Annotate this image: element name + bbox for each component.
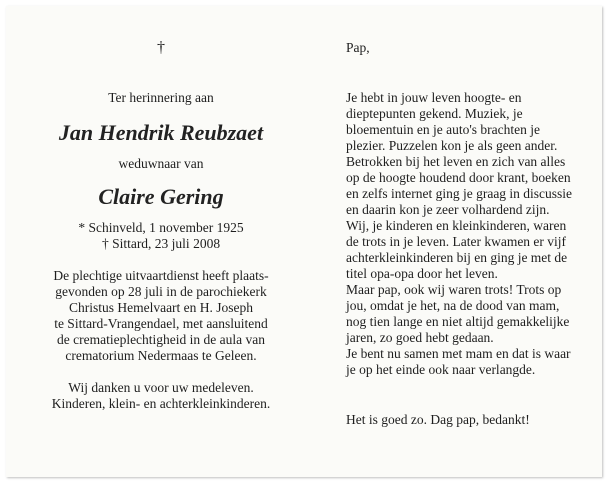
service-line: gevonden op 28 juli in de parochiekerk xyxy=(55,284,267,299)
spouse-name: Claire Gering xyxy=(98,184,224,209)
service-line: De plechtige uitvaartdienst heeft plaats- xyxy=(53,268,269,283)
letter-line: Betrokken bij het leven en zich van alles xyxy=(346,154,566,169)
letter-line: en zelfs internet ging je graag in discussie xyxy=(346,186,573,201)
letter-line: je op het einde ook naar verlangde. xyxy=(346,362,536,377)
thanks-line: Kinderen, klein- en achterkleinkinderen. xyxy=(51,396,271,411)
letter-body xyxy=(346,90,596,378)
salutation: Pap, xyxy=(346,40,370,55)
cross-icon: † xyxy=(157,39,165,56)
letter-line: Maar pap, ook wij waren trots! Trots op xyxy=(346,282,562,297)
death-line: † Sittard, 23 juli 2008 xyxy=(101,236,221,251)
birth-line: * Schinveld, 1 november 1925 xyxy=(78,220,244,235)
deceased-name: Jan Hendrik Reubzaet xyxy=(58,120,264,145)
in-memory-text: Ter herinnering aan xyxy=(108,90,214,105)
left-panel xyxy=(26,40,296,412)
memorial-card xyxy=(6,6,602,477)
letter-line: bloementuin en je auto's brachten je xyxy=(346,122,540,137)
letter-line: plezier. Puzzelen kon je als geen ander. xyxy=(346,138,558,153)
letter-line: dieptepunten gekend. Muziek, je xyxy=(346,106,523,121)
thanks-line: Wij danken u voor uw medeleven. xyxy=(68,380,254,395)
letter-line: jou, omdat je het, na de dood van mam, xyxy=(346,298,560,313)
letter-line: achterkleinkinderen bij en ging je met de xyxy=(346,250,568,265)
service-paragraph xyxy=(26,268,296,364)
letter-line: nog tien lange en niet altijd gemakkelijke xyxy=(346,314,570,329)
letter-line: op de hoogte houdend door krant, boeken xyxy=(346,170,571,185)
service-line: Christus Hemelvaart en H. Joseph xyxy=(68,300,254,315)
service-line: de crematieplechtigheid in de aula van xyxy=(56,332,266,347)
letter-line: titel opa-opa door het leven. xyxy=(346,266,498,281)
letter-line: Je bent nu samen met mam en dat is waar xyxy=(346,346,571,361)
thanks-paragraph xyxy=(26,380,296,412)
letter-line: Wij, je kinderen en kleinkinderen, waren xyxy=(346,218,567,233)
widower-text: weduwnaar van xyxy=(118,156,204,171)
service-line: crematorium Nedermaas te Geleen. xyxy=(65,348,257,363)
letter-line: de trots in je leven. Later kwamen er vijf xyxy=(346,234,567,249)
letter-line: Je hebt in jouw leven hoogte- en xyxy=(346,90,522,105)
letter-line: jaren, zo goed hebt gedaan. xyxy=(346,330,494,345)
closing-line: Het is goed zo. Dag pap, bedankt! xyxy=(346,412,530,427)
service-line: te Sittard-Vrangendael, met aansluitend xyxy=(54,316,268,331)
letter-line: en daarin kon je zeer volhardend zijn. xyxy=(346,202,550,217)
right-panel xyxy=(346,40,596,428)
